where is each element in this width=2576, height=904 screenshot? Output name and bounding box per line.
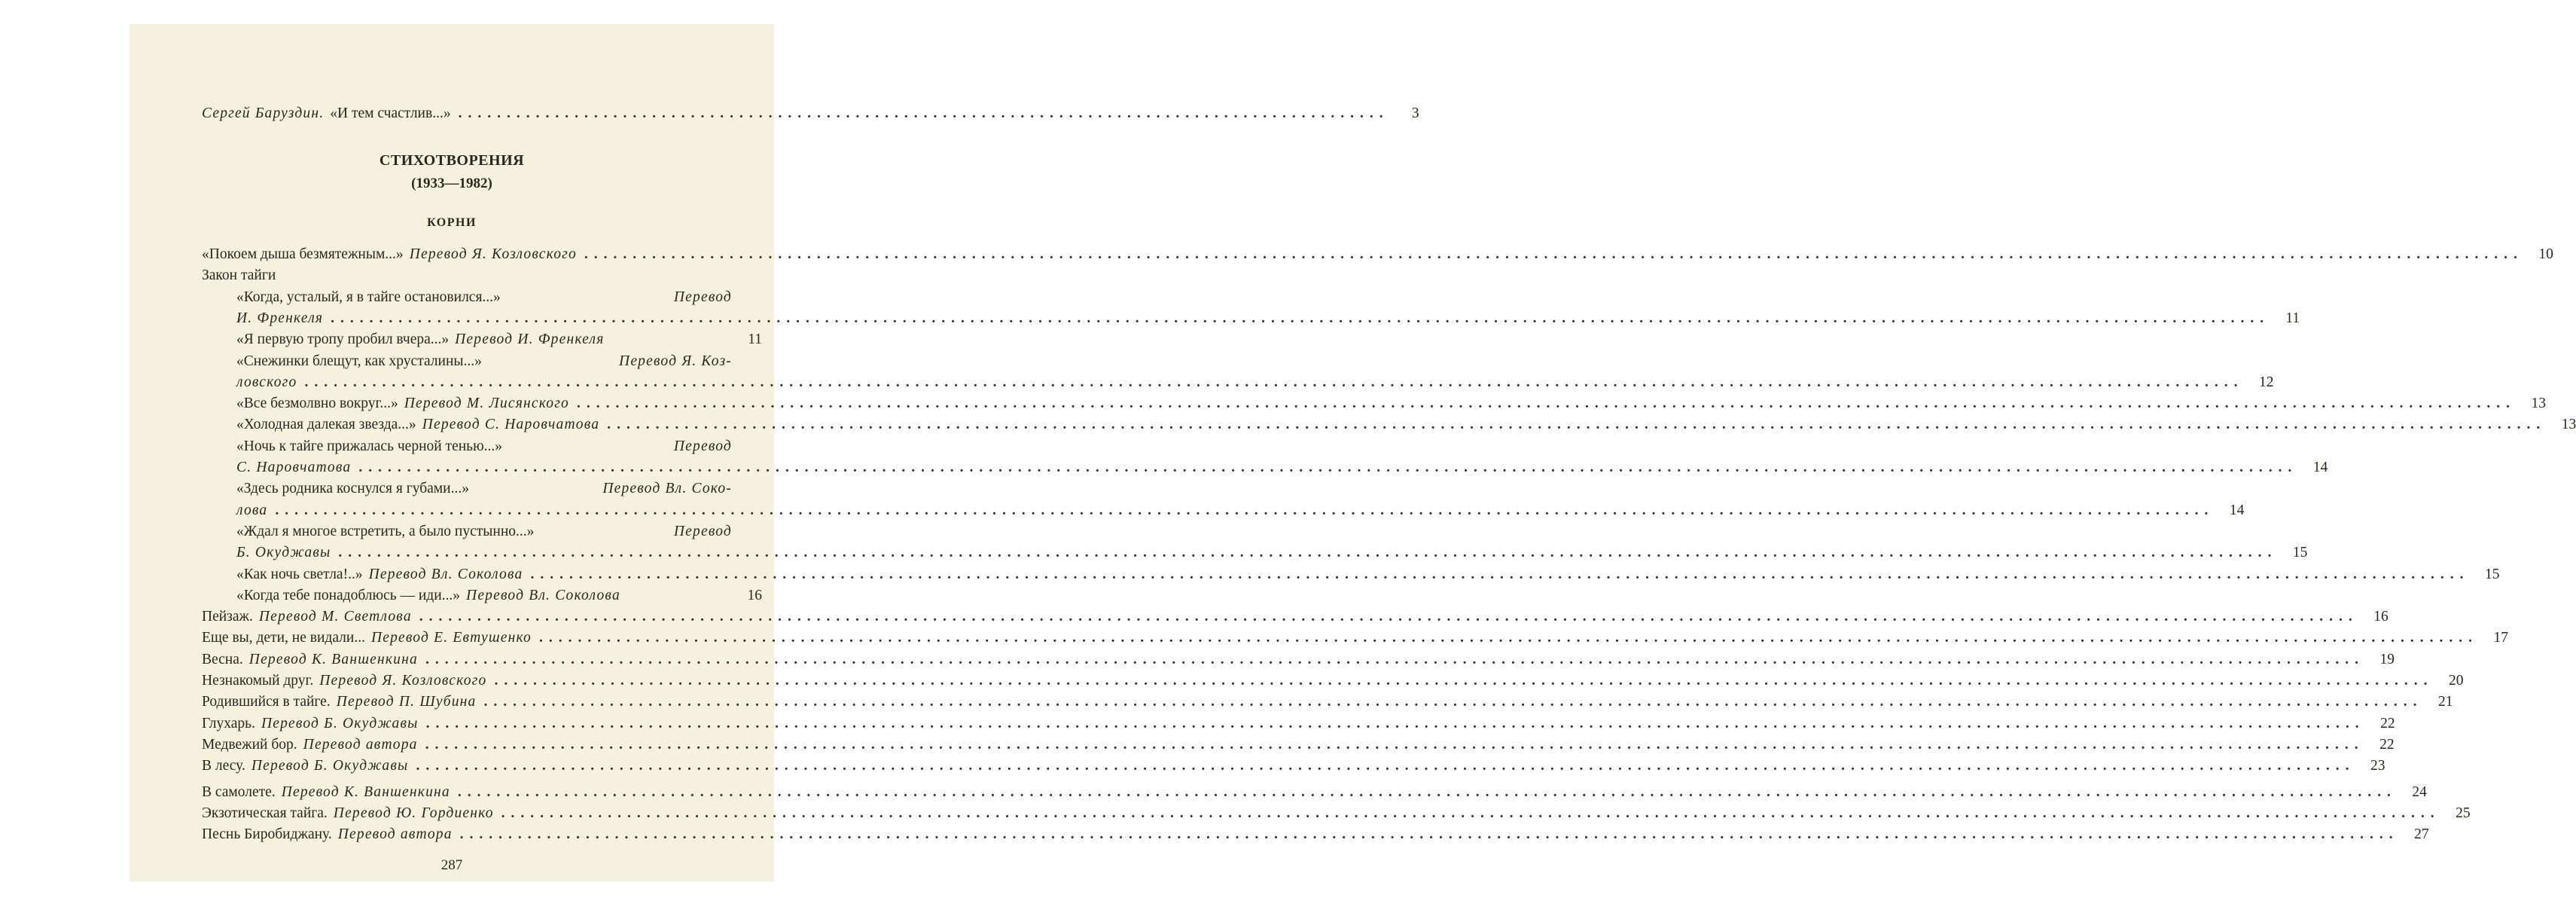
toc-entry-title: «Холодная далекая звезда...» xyxy=(236,417,416,433)
dot-leader: ........................................................................................................................................................................................................ xyxy=(425,651,2364,667)
dot-leader: ........................................................................................................................................................................................................ xyxy=(275,502,2215,518)
dot-leader: ........................................................................................................................................................................................................ xyxy=(483,694,2423,710)
toc-entry xyxy=(202,607,2389,627)
toc-entry-translator: Перевод Ю. Гордиенко xyxy=(333,805,494,821)
section-heading: СТИХОТВОРЕНИЯ xyxy=(379,152,525,169)
toc-entry-page: 23 xyxy=(2370,758,2385,774)
toc-entry-page: 11 xyxy=(748,331,762,348)
toc-entry-translator: Перевод xyxy=(673,438,732,454)
toc-entry-translator: ловского xyxy=(236,374,297,390)
dot-leader: ........................................................................................................................................................................................................ xyxy=(425,715,2365,731)
toc-entry-translator: Перевод П. Шубина xyxy=(336,694,477,710)
toc-entry-translator: Перевод Е. Евтушенко xyxy=(370,630,532,646)
toc-entry-page: 15 xyxy=(2484,566,2500,582)
toc-entry-translator: Б. Окуджавы xyxy=(236,545,331,561)
toc-entry xyxy=(236,373,2274,392)
dot-leader: ........................................................................................................................................................................................................ xyxy=(425,736,2364,753)
toc-entry xyxy=(236,501,2245,521)
toc-entry xyxy=(202,825,2429,844)
toc-entry xyxy=(236,565,2500,585)
intro-title: «И тем счастлив...» xyxy=(330,105,451,121)
toc-entry xyxy=(202,804,2471,823)
toc-entry-page: 13 xyxy=(2531,396,2546,412)
toc-entry-translator: Перевод xyxy=(673,523,732,539)
toc-entry-title: Закон тайги xyxy=(202,267,276,284)
dot-leader: ........................................................................................................................................................................................................ xyxy=(338,545,2278,561)
toc-entry-translator: Перевод Вл. Соколова xyxy=(368,566,523,582)
toc-entry-translator: Перевод К. Ваншенкина xyxy=(248,651,418,667)
toc-entry-page: 16 xyxy=(747,587,762,603)
page-number: 287 xyxy=(441,857,463,873)
dot-leader: ........................................................................................................................................................................................................ xyxy=(607,417,2547,433)
toc-entry-translator: Перевод И. Френкеля xyxy=(455,331,605,348)
intro-page: 3 xyxy=(1411,105,1419,121)
dot-leader: ........................................................................................................................................................................................................ xyxy=(584,246,2523,262)
toc-entry-page: 22 xyxy=(2379,736,2395,753)
toc-entry xyxy=(236,309,2300,328)
toc-entry-page: 21 xyxy=(2438,694,2453,710)
toc-entry-translator: Перевод К. Ваншенкина xyxy=(281,783,450,800)
intro-author: Сергей Баруздин. xyxy=(202,105,325,121)
toc-entry xyxy=(202,756,2385,776)
toc-entry-translator: Перевод Б. Окуджавы xyxy=(261,715,419,731)
toc-entry-title: «Снежинки блещут, как хрусталины...» xyxy=(236,353,482,369)
toc-entry-translator: Перевод М. Лисянского xyxy=(404,396,569,412)
toc-entry-title: В лесу. xyxy=(202,758,245,774)
toc-entry-translator: Перевод М. Светлова xyxy=(258,609,412,625)
toc-entry-page: 16 xyxy=(2373,609,2389,625)
dot-leader: ........................................................................................................................................................................................................ xyxy=(358,460,2298,475)
toc-entry-title: «Ночь к тайге прижалась черной тенью...» xyxy=(236,438,503,454)
toc-entry-page: 20 xyxy=(2448,673,2464,689)
toc-entry-translator: С. Наровчатова xyxy=(236,460,352,475)
toc-entry-page: 13 xyxy=(2561,417,2576,433)
toc-entry xyxy=(236,479,762,499)
toc-entry xyxy=(202,735,2395,755)
toc-entry-translator: Перевод xyxy=(673,289,732,305)
toc-entry xyxy=(202,783,2427,802)
toc-entry-title: Еще вы, дети, не видали... xyxy=(202,630,365,646)
toc-entry-title: Песнь Биробиджану. xyxy=(202,826,332,843)
toc-entry-title: Родившийся в тайге. xyxy=(202,694,331,710)
dot-leader: ........................................................................................................................................................................................................ xyxy=(494,673,2434,689)
section-years: (1933—1982) xyxy=(411,176,492,191)
toc-entry-title: «Ждал я многое встретить, а было пустынно...» xyxy=(236,523,535,539)
toc-entry-page: 14 xyxy=(2229,502,2245,518)
toc-entry-translator: Перевод автора xyxy=(303,736,418,753)
dot-leader: ........................................................................................................................................................................................................ xyxy=(304,374,2244,390)
dot-leader: ........................................................................................................................................................................................................ xyxy=(457,783,2397,800)
toc-entry-page: 22 xyxy=(2380,715,2395,731)
toc-entry-title: «Как ночь светла!..» xyxy=(236,566,363,582)
toc-entry xyxy=(202,671,2464,691)
toc-entry xyxy=(236,586,762,606)
toc-entry xyxy=(236,330,762,350)
dot-leader: ........................................................................................................................................................................................................ xyxy=(530,566,2470,582)
toc-entry-page: 12 xyxy=(2258,374,2274,390)
toc-entry xyxy=(236,288,762,307)
toc-entry-translator: Перевод Вл. Соколова xyxy=(466,587,620,603)
toc-entry xyxy=(236,394,2546,414)
toc-entry xyxy=(202,628,2509,648)
toc-entry-translator: Перевод Я. Козловского xyxy=(319,673,487,689)
toc-entry xyxy=(202,266,762,286)
dot-leader: ................................................................................................ xyxy=(458,105,1389,121)
toc-entry-title: Глухарь. xyxy=(202,715,255,731)
dot-leader: ........................................................................................................................................................................................................ xyxy=(459,826,2399,843)
toc-entry-translator: Перевод Я. Коз- xyxy=(619,353,732,369)
toc-entry-translator: Перевод автора xyxy=(337,826,453,843)
intro-entry xyxy=(202,104,1419,124)
toc-entry-translator: Перевод С. Наровчатова xyxy=(422,417,600,433)
toc-entry-page: 14 xyxy=(2312,460,2328,475)
toc-entry-title: «Все безмолвно вокруг...» xyxy=(236,396,398,412)
dot-leader: ........................................................................................................................................................................................................ xyxy=(577,396,2516,412)
toc-entry-page: 17 xyxy=(2493,630,2509,646)
dot-leader: ........................................................................................................................................................................................................ xyxy=(501,805,2440,821)
toc-entry-page: 25 xyxy=(2456,805,2471,821)
toc-entry-page: 11 xyxy=(2285,310,2300,326)
dot-leader: ........................................................................................................................................................................................................ xyxy=(539,630,2479,646)
toc-entry xyxy=(236,437,762,457)
dot-leader: ........................................................................................................................................................................................................ xyxy=(416,758,2355,774)
toc-entry-translator: Перевод Б. Окуджавы xyxy=(251,758,409,774)
toc-entry-title: Незнакомый друг. xyxy=(202,673,314,689)
toc-entry-translator: И. Френкеля xyxy=(236,310,324,326)
toc-entry-title: Пейзаж. xyxy=(202,609,253,625)
toc-entry-page: 24 xyxy=(2412,783,2427,800)
toc-entry xyxy=(236,352,762,371)
toc-entry xyxy=(236,522,762,542)
dot-leader: ........................................................................................................................................................................................................ xyxy=(331,310,2270,326)
toc-entry-title: «Покоем дыша безмятежным...» xyxy=(202,246,404,262)
dot-leader: ........................................................................................................................................................................................................ xyxy=(419,609,2358,625)
toc-entry-title: В самолете. xyxy=(202,783,276,800)
toc-entry xyxy=(236,458,2328,478)
toc-entry-title: «Я первую тропу пробил вчера...» xyxy=(236,331,450,348)
toc-entry-title: Экзотическая тайга. xyxy=(202,805,328,821)
book-page xyxy=(130,24,2576,881)
toc-entry-title: «Здесь родника коснулся я губами...» xyxy=(236,481,469,497)
subsection-heading: КОРНИ xyxy=(427,216,477,229)
toc-entry-title: Медвежий бор. xyxy=(202,736,297,753)
toc-entry-page: 19 xyxy=(2379,651,2395,667)
toc-entry-translator: лова xyxy=(236,502,268,518)
toc-entry-page: 27 xyxy=(2414,826,2429,843)
toc-entry xyxy=(236,543,2308,563)
toc-entry xyxy=(236,415,2576,435)
toc-entry xyxy=(202,714,2395,734)
toc-entry xyxy=(202,245,2553,264)
toc-entry-translator: Перевод Вл. Соко- xyxy=(602,481,732,497)
toc-entry-page: 10 xyxy=(2538,246,2553,262)
toc-entry-title: «Когда, усталый, я в тайге остановился...» xyxy=(236,289,501,305)
toc-entry-title: Весна. xyxy=(202,651,243,667)
toc-entry xyxy=(202,692,2453,712)
toc-entry-page: 15 xyxy=(2292,545,2308,561)
toc-entry xyxy=(202,650,2395,670)
toc-entry-title: «Когда тебе понадоблюсь — иди...» xyxy=(236,587,461,603)
toc-entry-translator: Перевод Я. Козловского xyxy=(409,246,577,262)
